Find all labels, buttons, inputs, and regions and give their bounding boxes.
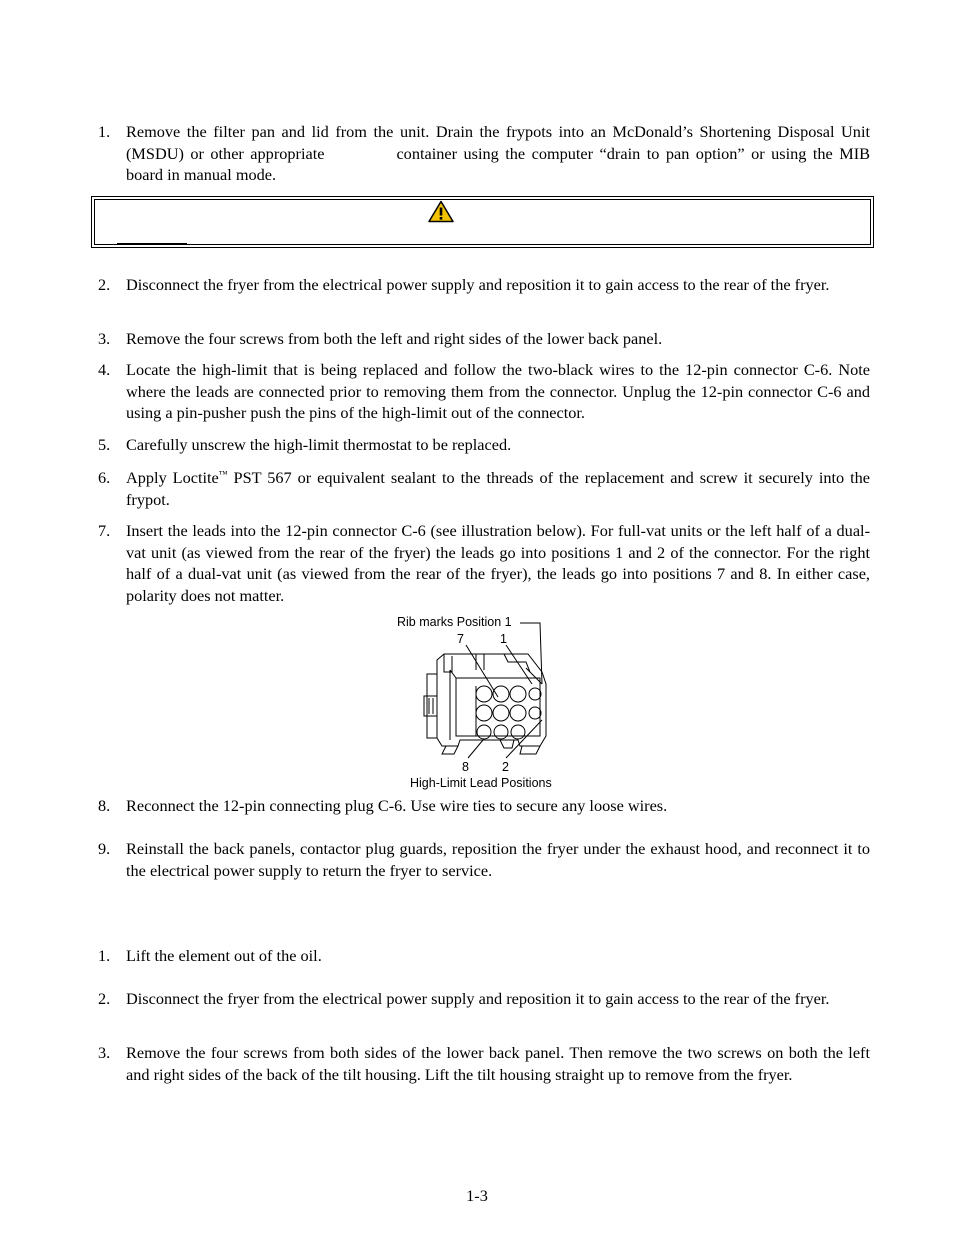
step-number: 2.: [98, 989, 111, 1008]
step-number: 1.: [98, 946, 111, 965]
page-number: 1-3: [466, 1186, 488, 1205]
warning-box: [91, 196, 874, 248]
step-number: 5.: [98, 435, 111, 454]
step-number: 2.: [98, 275, 111, 294]
step-text: Insert the leads into the 12-pin connector C-6 (see illustration below). For full-vat units or the left half of a dual-vat unit (as viewed from the rear of the fryer) the leads go into positions 1 and 2 of the connector. For the right half of a dual-vat unit (as viewed from the rear of the fryer), the leads go into positions 7 and 8. In either case, polarity does not matter.: [126, 521, 870, 605]
step-number: 3.: [98, 329, 111, 348]
step-number: 6.: [98, 468, 111, 487]
connector-drawing: [380, 612, 580, 792]
step-text: Apply Loctite™ PST 567 or equivalent sealant to the threads of the replacement and screw it securely into the frypot.: [126, 468, 870, 509]
step-text: Lift the element out of the oil.: [126, 946, 322, 965]
step-number: 7.: [98, 521, 111, 540]
position-8-label: 8: [462, 760, 469, 774]
step-number: 4.: [98, 360, 111, 379]
figure-caption: High-Limit Lead Positions: [410, 776, 552, 790]
step-text: Disconnect the fryer from the electrical power supply and reposition it to gain access to the rear of the fryer.: [126, 989, 830, 1008]
step-number: 3.: [98, 1043, 111, 1062]
warning-triangle-icon: [428, 200, 454, 223]
step-text: Carefully unscrew the high-limit thermostat to be replaced.: [126, 435, 512, 454]
warning-underline: [117, 243, 187, 245]
step-text: Remove the four screws from both sides of the lower back panel. Then remove the two screws on both the left and right sides of the back of the tilt housing. Lift the tilt housing straight up to remove from the fryer.: [126, 1043, 870, 1084]
step-number: 8.: [98, 796, 111, 815]
step-text: Remove the four screws from both the left and right sides of the lower back panel.: [126, 329, 663, 348]
step-text: Locate the high-limit that is being replaced and follow the two-black wires to the 12-pin connector C-6. Note where the leads are connected prior to removing them from the connector. Unplug the 12-pin connector C-6 and using a pin-pusher push the pins of the high-limit out of the connector.: [126, 360, 870, 422]
step-text: Reinstall the back panels, contactor plug guards, reposition the fryer under the exhaust hood, and reconnect it to the electrical power supply to return the fryer to service.: [126, 839, 870, 880]
position-7-label: 7: [457, 632, 464, 646]
position-2-label: 2: [502, 760, 509, 774]
step-text: Remove the filter pan and lid from the unit. Drain the frypots into an McDonald’s Shortening Disposal Unit (MSDU) or other appropriate container using the computer “drain to pan option” or using the MIB board in manual mode.: [126, 122, 871, 184]
rib-marks-label: Rib marks Position 1: [397, 615, 512, 629]
step-text: Disconnect the fryer from the electrical power supply and reposition it to gain access to the rear of the fryer.: [126, 275, 830, 294]
connector-figure: [380, 612, 580, 792]
step-number: 1.: [98, 122, 111, 141]
step-text: Reconnect the 12-pin connecting plug C-6. Use wire ties to secure any loose wires.: [126, 796, 668, 815]
step-number: 9.: [98, 839, 111, 858]
position-1-label: 1: [500, 632, 507, 646]
